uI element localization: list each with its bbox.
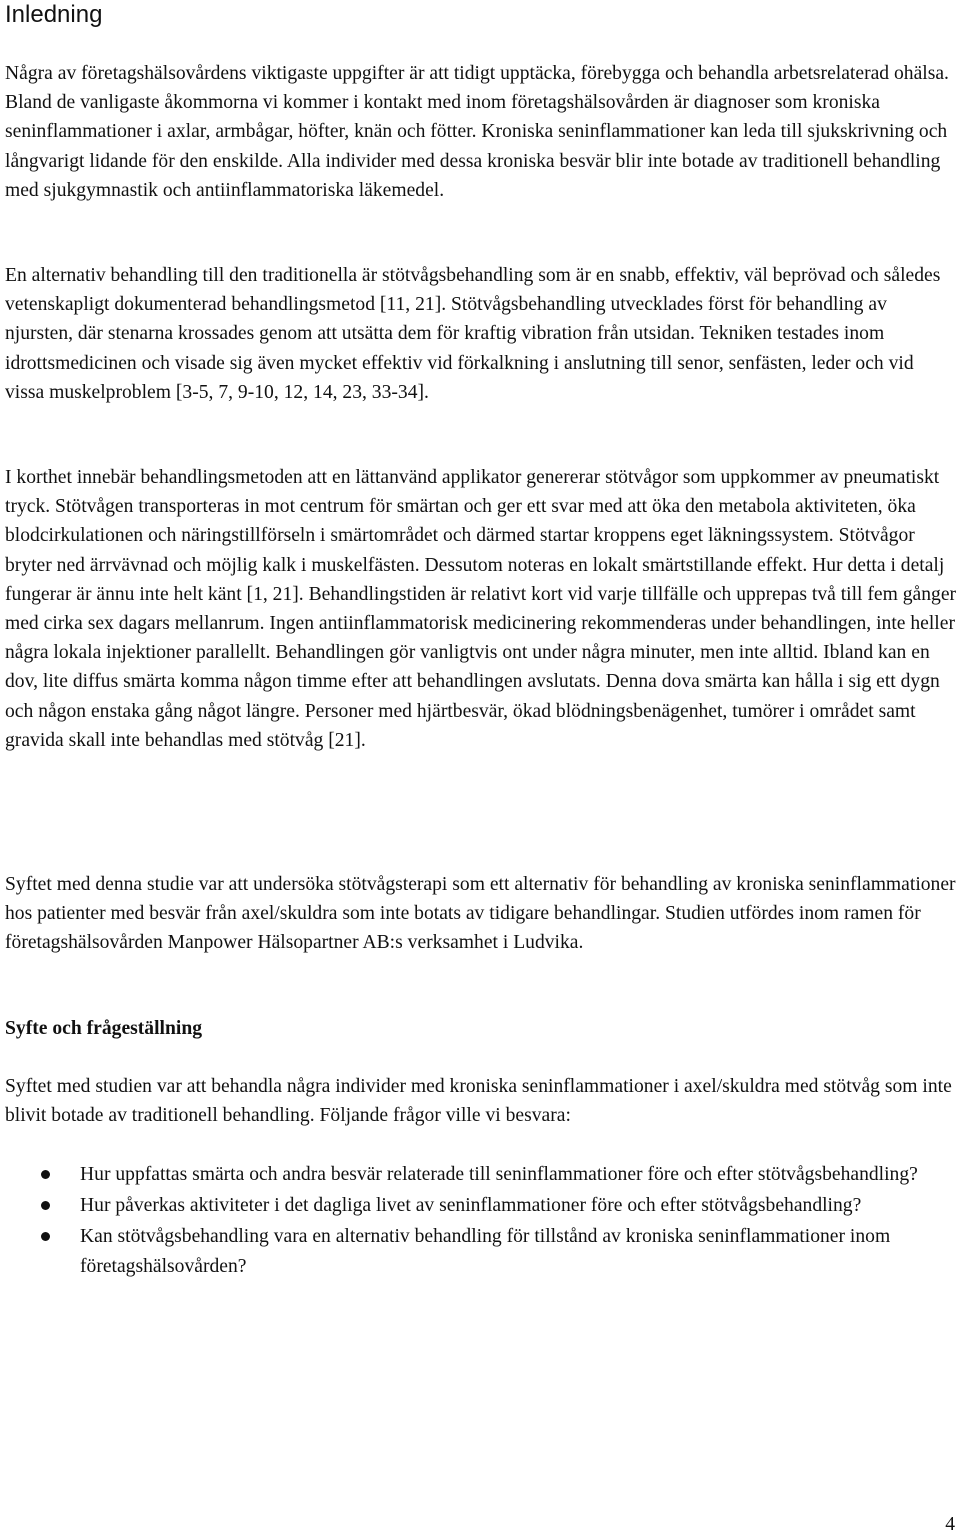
question-text: Kan stötvågsbehandling vara en alternativ behandling för tillstånd av kroniska seninflammationer inom företagshälsovården? — [80, 1226, 891, 1277]
question-list — [5, 1160, 957, 1283]
paragraph-alternative-treatment: En alternativ behandling till den traditionella är stötvågsbehandling som är en snabb, effektiv, väl beprövad och således vetenskapligt dokumenterad behandlingsmetod [11, 21]. Stötvågsbehandling utvecklades först för behandling av njursten, där stenarna krossades genom att utsätta dem för kraftig vibration från utsidan. Tekniken testades inom idrottsmedicinen och visade sig även mycket effektiv vid förkalkning i anslutning till senor, senfästen, leder och vid vissa muskelproblem [3-5, 7, 9-10, 12, 14, 23, 33-34]. — [5, 265, 941, 403]
paragraph-study-purpose: Syftet med denna studie var att undersöka stötvågsterapi som ett alternativ för behandling av kroniska seninflammationer hos patienter med besvär från axel/skuldra som inte botats av tidigare behandlingar. Studien utfördes inom ramen för företagshälsovården Manpower Hälsopartner AB:s verksamhet i Ludvika. — [5, 874, 956, 954]
list-item — [5, 1160, 957, 1189]
list-item — [5, 1191, 957, 1220]
question-text: Hur uppfattas smärta och andra besvär relaterade till seninflammationer före och efter stötvågsbehandling? — [80, 1164, 918, 1185]
list-item — [5, 1222, 957, 1280]
bullet-icon — [41, 1232, 50, 1241]
paragraph-method-description: I korthet innebär behandlingsmetoden att en lättanvänd applikator genererar stötvågor som uppkommer av pneumatiskt tryck. Stötvågen transporteras in mot centrum för smärtan och ger ett svar med att öka den metabola aktiviteten, öka blodcirkulationen och näringstillförseln i smärtområdet och därmed startar kroppens eget läkningssystem. Stötvågor bryter ned ärrvävnad och möjlig kalk i muskelfästen. Dessutom noteras en lokalt smärtstillande effekt. Hur detta i detalj fungerar är ännu inte helt känt [1, 21]. Behandlingstiden är relativt kort vid varje tillfälle och upprepas två till fem gånger med cirka sex dagars mellanrum. Ingen antiinflammatorisk medicinering rekommenderas under behandlingen, inte heller några lokala injektioner parallellt. Behandlingen gör vanligtvis ont under några minuter, men inte alltid. Ibland kan en dov, lite diffus smärta komma någon timme efter att behandlingen avslutats. Denna dova smärta kan hålla i sig ett dygn och någon enstaka gång något längre. Personer med hjärtbesvär, ökad blödningsbenägenhet, tumörer i området samt gravida skall inte behandlas med stötvåg [21]. — [5, 467, 957, 751]
paragraph-intro: Några av företagshälsovårdens viktigaste uppgifter är att tidigt upptäcka, förebygga och behandla arbetsrelaterad ohälsa. Bland de vanligaste åkommorna vi kommer i kontakt med inom företagshälsovården är diagnoser som kroniska seninflammationer i axlar, armbågar, höfter, knän och fötter. Kroniska seninflammationer kan leda till sjukskrivning och långvarigt lidande för den enskilde. Alla individer med dessa kroniska besvär blir inte botade av traditionell behandling med sjukgymnastik och antiinflammatoriska läkemedel. — [5, 63, 949, 201]
page-number: 4 — [945, 1514, 955, 1535]
question-text: Hur påverkas aktiviteter i det dagliga livet av seninflammationer före och efter stötvågsbehandling? — [80, 1195, 862, 1217]
section-heading-inledning: Inledning — [5, 1, 103, 28]
subheading-syfte: Syfte och frågeställning — [5, 1018, 203, 1039]
bullet-icon — [41, 1201, 50, 1210]
paragraph-aim: Syftet med studien var att behandla några individer med kroniska seninflammationer i axel/skuldra med stötvåg som inte blivit botade av traditionell behandling. Följande frågor ville vi besvara: — [5, 1076, 952, 1127]
bullet-icon — [41, 1170, 50, 1179]
